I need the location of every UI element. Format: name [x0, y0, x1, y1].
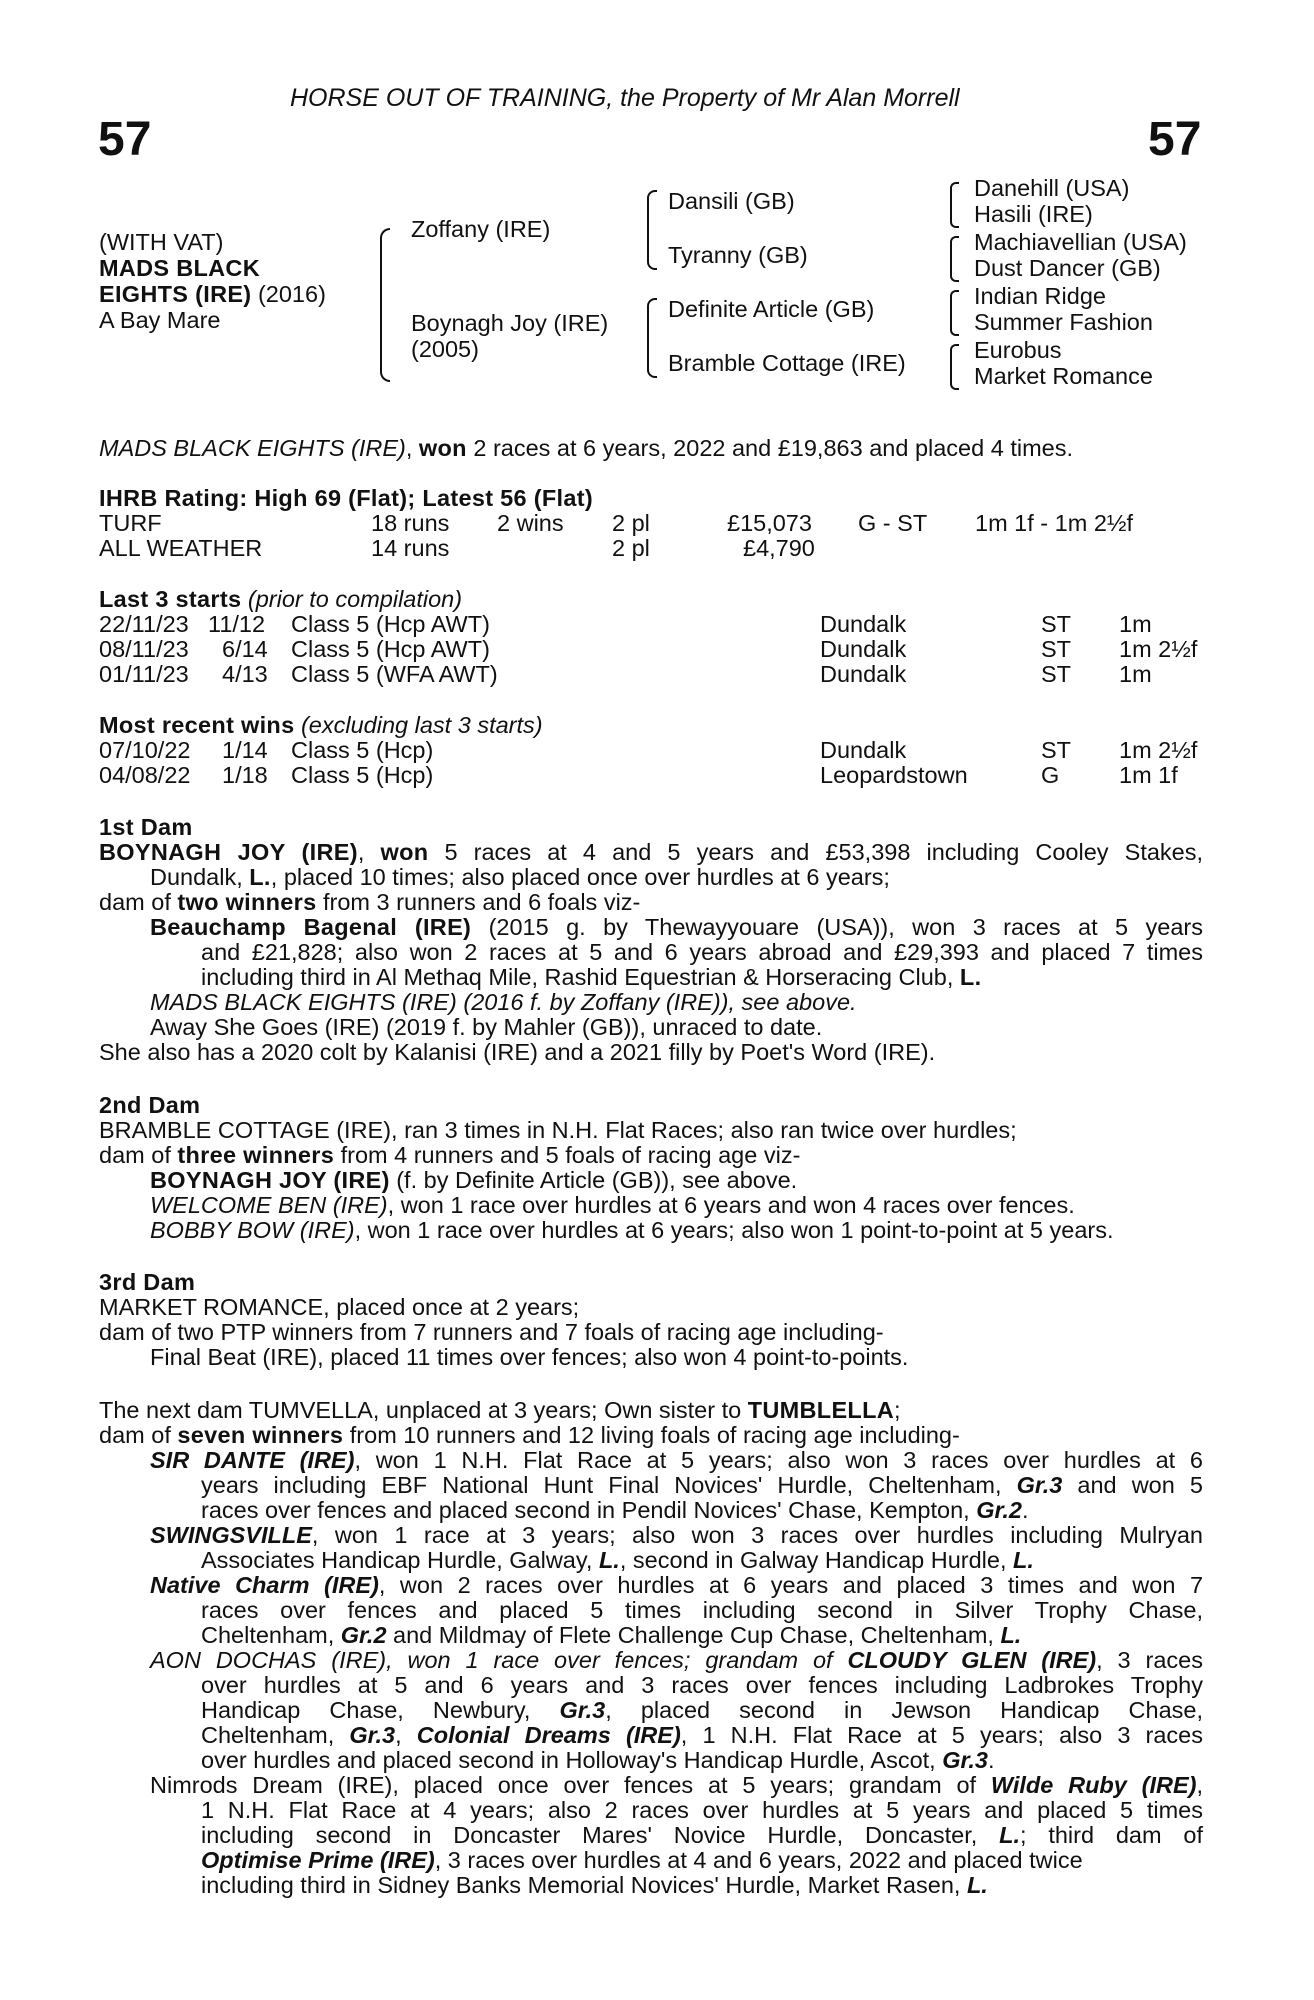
second-dam-progeny: WELCOME BEN (IRE), won 1 race over hurdles at 6 years and won 4 races over fences.	[150, 1192, 1075, 1218]
win-going: ST	[1041, 737, 1072, 763]
pedigree-brace-3c	[950, 290, 959, 336]
third-dam-line: dam of two PTP winners from 7 runners and 7 foals of racing age including-	[99, 1319, 884, 1345]
next-dam-progeny-cont: years including EBF National Hunt Final Novices' Hurdle, Cheltenham, Gr.3 and won 5	[201, 1472, 1203, 1498]
pedigree-sire: Zoffany (IRE)	[411, 216, 551, 242]
start-date: 22/11/23	[99, 611, 189, 637]
first-dam-note: She also has a 2020 colt by Kalanisi (IRE) and a 2021 filly by Poet's Word (IRE).	[99, 1039, 936, 1065]
first-dam-line: Dundalk, L., placed 10 times; also placed once over hurdles at 6 years;	[150, 864, 890, 890]
recent-wins-heading: Most recent wins (excluding last 3 starts)	[99, 712, 543, 738]
next-dam-progeny-cont: 1 N.H. Flat Race at 4 years; also 2 races over hurdles at 5 years and placed 5 times	[201, 1797, 1203, 1823]
pedigree-dam-sire: Definite Article (GB)	[668, 296, 875, 322]
win-course: Dundalk	[820, 737, 907, 763]
start-course: Dundalk	[820, 636, 907, 662]
win-going: G	[1041, 762, 1060, 788]
pedigree-dam-dam: Bramble Cottage (IRE)	[668, 350, 906, 376]
next-dam-progeny-cont: over hurdles at 5 and 6 years and 3 races over fences including Ladbrokes Trophy	[201, 1672, 1203, 1698]
pedigree-brace-2b	[647, 298, 657, 378]
second-dam-heading: 2nd Dam	[99, 1092, 201, 1118]
vat-note: (WITH VAT)	[99, 229, 224, 255]
pedigree-brace-3a	[950, 182, 959, 228]
next-dam-progeny-cont: races over fences and placed second in Pendil Novices' Chase, Kempton, Gr.2.	[201, 1497, 1029, 1523]
pedigree-sire-dam: Tyranny (GB)	[668, 242, 808, 268]
pedigree-brace-3b	[950, 236, 959, 282]
first-dam-progeny: Beauchamp Bagenal (IRE) (2015 g. by Thewayyouare (USA)), won 3 races at 5 years	[150, 914, 1203, 940]
rating-going: G - ST	[858, 510, 928, 536]
rating-money: £15,073	[727, 510, 812, 536]
win-course: Leopardstown	[820, 762, 968, 788]
next-dam-progeny-cont: including third in Sidney Banks Memorial Novices' Hurdle, Market Rasen, L.	[201, 1872, 988, 1898]
next-dam-progeny: Nimrods Dream (IRE), placed once over fences at 5 years; grandam of Wilde Ruby (IRE),	[150, 1772, 1203, 1798]
win-class: Class 5 (Hcp)	[291, 737, 434, 763]
first-dam-heading: 1st Dam	[99, 814, 193, 840]
next-dam-progeny-cont: including second in Doncaster Mares' Novice Hurdle, Doncaster, L.; third dam of	[201, 1822, 1203, 1848]
pedigree-gg-6: Summer Fashion	[974, 309, 1153, 335]
pedigree-gg-4: Dust Dancer (GB)	[974, 255, 1161, 281]
next-dam-progeny-cont: Cheltenham, Gr.3, Colonial Dreams (IRE), 1 N.H. Flat Race at 5 years; also 3 races	[201, 1722, 1204, 1748]
start-distance: 1m	[1119, 661, 1152, 687]
third-dam-heading: 3rd Dam	[99, 1269, 196, 1295]
win-position: 1/18	[222, 762, 268, 788]
rating-wins: 2 wins	[497, 510, 564, 536]
rating-placed: 2 pl	[612, 535, 650, 561]
rating-money: £4,790	[743, 535, 815, 561]
pedigree-dam: Boynagh Joy (IRE)	[411, 310, 609, 336]
horse-name-line1: MADS BLACK	[99, 255, 260, 281]
win-class: Class 5 (Hcp)	[291, 762, 434, 788]
horse-description: A Bay Mare	[99, 307, 221, 333]
start-course: Dundalk	[820, 611, 907, 637]
first-dam-progeny: Away She Goes (IRE) (2019 f. by Mahler (GB)), unraced to date.	[150, 1014, 823, 1040]
second-dam-progeny: BOYNAGH JOY (IRE) (f. by Definite Article (GB)), see above.	[150, 1167, 798, 1193]
next-dam-line: The next dam TUMVELLA, unplaced at 3 years; Own sister to TUMBLELLA;	[99, 1397, 901, 1423]
pedigree-brace-2a	[647, 190, 657, 270]
win-distance: 1m 2½f	[1119, 737, 1198, 763]
pedigree-gg-2: Hasili (IRE)	[974, 201, 1093, 227]
start-position: 4/13	[222, 661, 268, 687]
last-starts-heading: Last 3 starts (prior to compilation)	[99, 586, 463, 612]
first-dam-progeny-cont: and £21,828; also won 2 races at 5 and 6 years abroad and £29,393 and placed 7 times	[201, 939, 1203, 965]
start-course: Dundalk	[820, 661, 907, 687]
lot-heading: HORSE OUT OF TRAINING, the Property of Mr Alan Morrell	[290, 84, 960, 112]
next-dam-progeny-cont: races over fences and placed 5 times including second in Silver Trophy Chase,	[201, 1597, 1203, 1623]
horse-name-line2: EIGHTS (IRE) (2016)	[99, 281, 326, 307]
start-distance: 1m	[1119, 611, 1152, 637]
pedigree-gg-7: Eurobus	[974, 337, 1062, 363]
next-dam-line: dam of seven winners from 10 runners and 12 living foals of racing age including-	[99, 1422, 960, 1448]
first-dam-line: BOYNAGH JOY (IRE), won 5 races at 4 and 5 years and £53,398 including Cooley Stakes,	[99, 839, 1204, 865]
pedigree-gg-8: Market Romance	[974, 363, 1153, 389]
rating-surface: ALL WEATHER	[99, 535, 263, 561]
race-summary: MADS BLACK EIGHTS (IRE), won 2 races at 6 years, 2022 and £19,863 and placed 4 times.	[99, 435, 1073, 461]
start-going: ST	[1041, 661, 1072, 687]
pedigree-gg-1: Danehill (USA)	[974, 175, 1130, 201]
pedigree-gg-3: Machiavellian (USA)	[974, 229, 1187, 255]
win-date: 07/10/22	[99, 737, 191, 763]
start-going: ST	[1041, 636, 1072, 662]
lot-number-right: 57	[1148, 113, 1202, 166]
rating-surface: TURF	[99, 510, 162, 536]
next-dam-progeny: SWINGSVILLE, won 1 race at 3 years; also won 3 races over hurdles including Mulryan	[150, 1522, 1203, 1548]
first-dam-progeny-cont: including third in Al Methaq Mile, Rashid Equestrian & Horseracing Club, L.	[201, 964, 982, 990]
start-position: 6/14	[222, 636, 268, 662]
third-dam-line: MARKET ROMANCE, placed once at 2 years;	[99, 1294, 580, 1320]
start-date: 01/11/23	[99, 661, 189, 687]
first-dam-line: dam of two winners from 3 runners and 6 foals viz-	[99, 889, 641, 915]
win-distance: 1m 1f	[1119, 762, 1178, 788]
pedigree-gg-5: Indian Ridge	[974, 283, 1106, 309]
start-class: Class 5 (Hcp AWT)	[291, 636, 490, 662]
second-dam-progeny: BOBBY BOW (IRE), won 1 race over hurdles at 6 years; also won 1 point-to-point at 5 years.	[150, 1217, 1114, 1243]
start-date: 08/11/23	[99, 636, 189, 662]
rating-runs: 14 runs	[371, 535, 450, 561]
start-class: Class 5 (Hcp AWT)	[291, 611, 490, 637]
next-dam-progeny: Native Charm (IRE), won 2 races over hurdles at 6 years and placed 3 times and won 7	[150, 1572, 1204, 1598]
rating-heading: IHRB Rating: High 69 (Flat); Latest 56 (Flat)	[99, 485, 593, 511]
pedigree-brace-1	[380, 228, 390, 382]
next-dam-progeny-cont: Cheltenham, Gr.2 and Mildmay of Flete Challenge Cup Chase, Cheltenham, L.	[201, 1622, 1022, 1648]
pedigree-dam-year: (2005)	[411, 336, 479, 362]
start-class: Class 5 (WFA AWT)	[291, 661, 498, 687]
lot-number-left: 57	[98, 113, 152, 166]
next-dam-progeny-cont: Optimise Prime (IRE), 3 races over hurdles at 4 and 6 years, 2022 and placed twice	[201, 1847, 1083, 1873]
win-position: 1/14	[222, 737, 268, 763]
rating-distance: 1m 1f - 1m 2½f	[975, 510, 1134, 536]
rating-runs: 18 runs	[371, 510, 450, 536]
pedigree-sire-sire: Dansili (GB)	[668, 188, 795, 214]
next-dam-progeny-cont: over hurdles and placed second in Holloway's Handicap Hurdle, Ascot, Gr.3.	[201, 1747, 995, 1773]
next-dam-progeny-cont: Associates Handicap Hurdle, Galway, L., second in Galway Handicap Hurdle, L.	[201, 1547, 1034, 1573]
second-dam-line: BRAMBLE COTTAGE (IRE), ran 3 times in N.H. Flat Races; also ran twice over hurdles;	[99, 1117, 1017, 1143]
third-dam-progeny: Final Beat (IRE), placed 11 times over fences; also won 4 point-to-points.	[150, 1344, 909, 1370]
rating-placed: 2 pl	[612, 510, 650, 536]
next-dam-progeny-cont: Handicap Chase, Newbury, Gr.3, placed second in Jewson Handicap Chase,	[201, 1697, 1203, 1723]
pedigree-brace-3d	[950, 344, 959, 390]
next-dam-progeny: SIR DANTE (IRE), won 1 N.H. Flat Race at 5 years; also won 3 races over hurdles at 6	[150, 1447, 1203, 1473]
start-going: ST	[1041, 611, 1072, 637]
win-date: 04/08/22	[99, 762, 191, 788]
start-distance: 1m 2½f	[1119, 636, 1198, 662]
start-position: 11/12	[208, 611, 266, 637]
second-dam-line: dam of three winners from 4 runners and 5 foals of racing age viz-	[99, 1142, 801, 1168]
next-dam-progeny: AON DOCHAS (IRE), won 1 race over fences; grandam of CLOUDY GLEN (IRE), 3 races	[150, 1647, 1203, 1673]
first-dam-progeny: MADS BLACK EIGHTS (IRE) (2016 f. by Zoffany (IRE)), see above.	[150, 989, 857, 1015]
